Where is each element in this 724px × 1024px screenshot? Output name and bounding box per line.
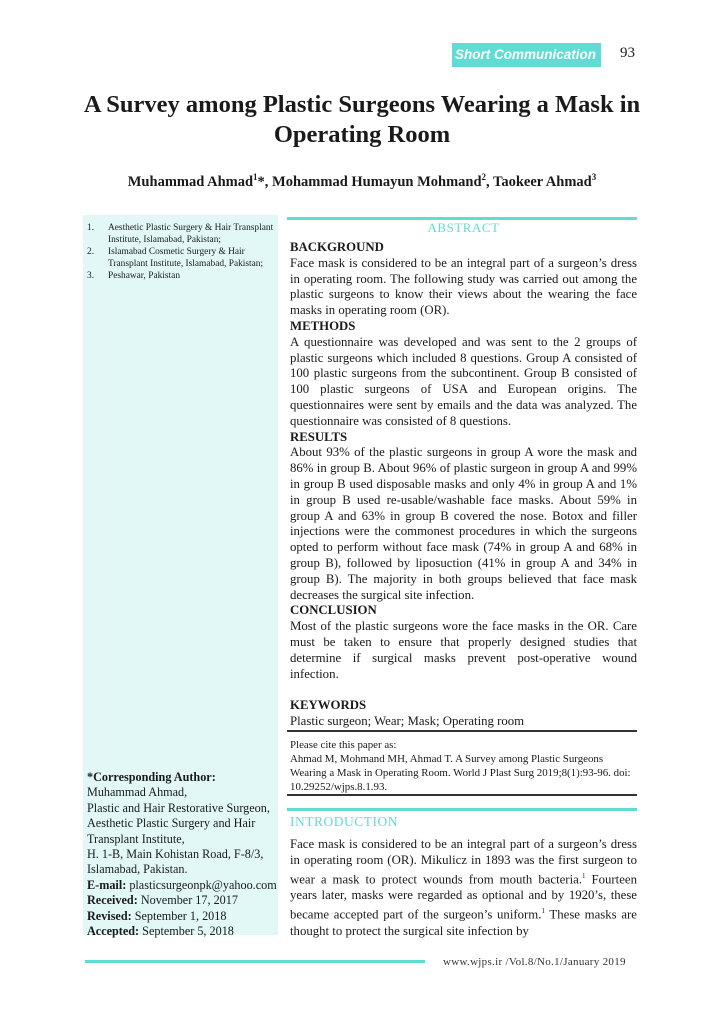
citation-block [290, 738, 637, 794]
author-affiliation-mark: 3 [591, 172, 597, 182]
intro-text-part: These masks are thought to protect the surgical site infection by [290, 907, 637, 938]
author-name: Taokeer Ahmad [493, 173, 592, 190]
citation-text: Ahmad M, Mohmand MH, Ahmad T. A Survey among Plastic Surgeons Wearing a Mask in Operating Room. World J Plast Surg 2019;8(1):93-96. doi: 10.29252/wjps.8.1.93. [290, 753, 631, 793]
methods-heading: METHODS [290, 318, 356, 333]
affiliation-list [87, 222, 277, 282]
intro-text-part: Face mask is considered to be an integral part of a surgeon’s dress in operating room (OR). Mikulicz in 1893 was the first surgeon to wear a mask to protect wounds from mouth bacteria. [290, 837, 637, 887]
affiliation-item [87, 246, 277, 270]
author-name: Muhammad Ahmad [127, 173, 254, 190]
received-date: November 17, 2017 [140, 893, 238, 908]
methods-text: A questionnaire was developed and was sent to the 2 groups of plastic surgeons which included 8 questions. Group A consisted of 100 plastic surgeons from the subcontinent. Group B consisted of 100 plastic surgeons of USA and European origins. The questionnaires were sent by emails and the data was analyzed. The questionnaire was consisted of 8 questions. [290, 334, 637, 428]
revised-row [87, 909, 279, 924]
keywords-text: Plastic surgeon; Wear; Mask; Operating room [290, 714, 525, 729]
keywords-heading: KEYWORDS [290, 698, 367, 713]
introduction-text [290, 836, 637, 939]
introduction-heading: INTRODUCTION [290, 814, 398, 829]
affiliation-item [87, 222, 277, 246]
results-heading: RESULTS [290, 429, 348, 444]
corresponding-author-heading: *Corresponding Author: [87, 770, 216, 784]
citation-bottom-rule [287, 794, 637, 796]
affiliation-number: 2. [87, 247, 95, 257]
section-badge: Short Communication [452, 43, 601, 67]
received-label: Received: [87, 893, 138, 908]
affiliation-number: 1. [87, 223, 95, 233]
reference-mark: 1 [541, 907, 545, 916]
corresponding-line: Transplant Institute, [87, 831, 185, 846]
accepted-label: Accepted: [87, 924, 140, 939]
author-separator: , [486, 173, 494, 190]
results-text: About 93% of the plastic surgeons in group A wore the mask and 86% in group B. About 96% of plastic surgeon in group A and 99% in group B used disposable masks and only 4% in group A and 1% in group B used re-usable/washable face masks. About 59% in group A and 63% in group B covered the nose. Botox and filler injections were the commonest procedures in which the surgeons opted to perform without face mask (74% in group A and 68% in group B), followed by liposuction (41% in group A and 34% in group B). The majority in both groups believed that face mask decreases the surgical site infection. [290, 445, 637, 602]
corresponding-line: Plastic and Hair Restorative Surgeon, [87, 800, 270, 815]
corresponding-line: Aesthetic Plastic Surgery and Hair [87, 816, 256, 831]
corresponding-author-block [87, 770, 279, 939]
section-gap [290, 682, 637, 698]
accepted-row [87, 924, 279, 939]
affiliation-item [87, 270, 277, 282]
footer-rule [85, 960, 425, 963]
affiliation-text: Aesthetic Plastic Surgery & Hair Transplant Institute, Islamabad, Pakistan; [108, 223, 274, 245]
affiliation-text: Islamabad Cosmetic Surgery & Hair Transplant Institute, Islamabad, Pakistan; [108, 247, 264, 269]
received-row [87, 893, 279, 908]
article-title: A Survey among Plastic Surgeons Wearing a Mask in Operating Room [83, 91, 641, 148]
citation-top-rule [287, 730, 637, 732]
background-text: Face mask is considered to be an integral part of a surgeon’s dress in operating room. The following study was carried out among the plastic surgeons to know their views about the wearing the face masks in operating room (OR). [290, 255, 637, 318]
background-heading: BACKGROUND [290, 240, 384, 254]
corresponding-line: Muhammad Ahmad, [87, 785, 188, 800]
corresponding-line: H. 1-B, Main Kohistan Road, F-8/3, [87, 847, 264, 862]
author-separator: *, [257, 173, 273, 190]
introduction-top-rule [287, 808, 637, 811]
conclusion-heading: CONCLUSION [290, 603, 377, 618]
reference-mark: 1 [582, 872, 586, 880]
page-number: 93 [620, 45, 635, 61]
revised-date: September 1, 2018 [134, 908, 227, 923]
author-list [40, 172, 684, 191]
citation-label: Please cite this paper as: [290, 739, 397, 751]
accepted-date: September 5, 2018 [142, 924, 234, 939]
abstract-body [290, 240, 637, 730]
email-label: E-mail: [87, 877, 127, 892]
affiliation-number: 3. [87, 271, 95, 281]
affiliation-text: Peshawar, Pakistan [108, 271, 181, 281]
footer-citation: www.wjps.ir /Vol.8/No.1/January 2019 [443, 956, 626, 968]
author-affiliation-mark: 1 [253, 172, 258, 182]
abstract-heading: ABSTRACT [427, 220, 500, 235]
author-name: Mohammad Humayun Mohmand [272, 173, 482, 190]
email-row [87, 878, 279, 893]
corresponding-line: Islamabad, Pakistan. [87, 862, 188, 877]
revised-label: Revised: [87, 908, 132, 923]
intro-text-part: Fourteen years later, masks were regarded as optional and by 1920’s, these became accepted part of the surgeon’s uniform. [290, 872, 637, 922]
author-affiliation-mark: 2 [481, 172, 487, 182]
email-value[interactable]: plasticsurgeonpk@yahoo.com [129, 877, 277, 892]
conclusion-text: Most of the plastic surgeons wore the face masks in the OR. Care must be taken to ensure that properly designed studies that determine if surgical masks prevent post-operative wound infection. [290, 619, 637, 681]
